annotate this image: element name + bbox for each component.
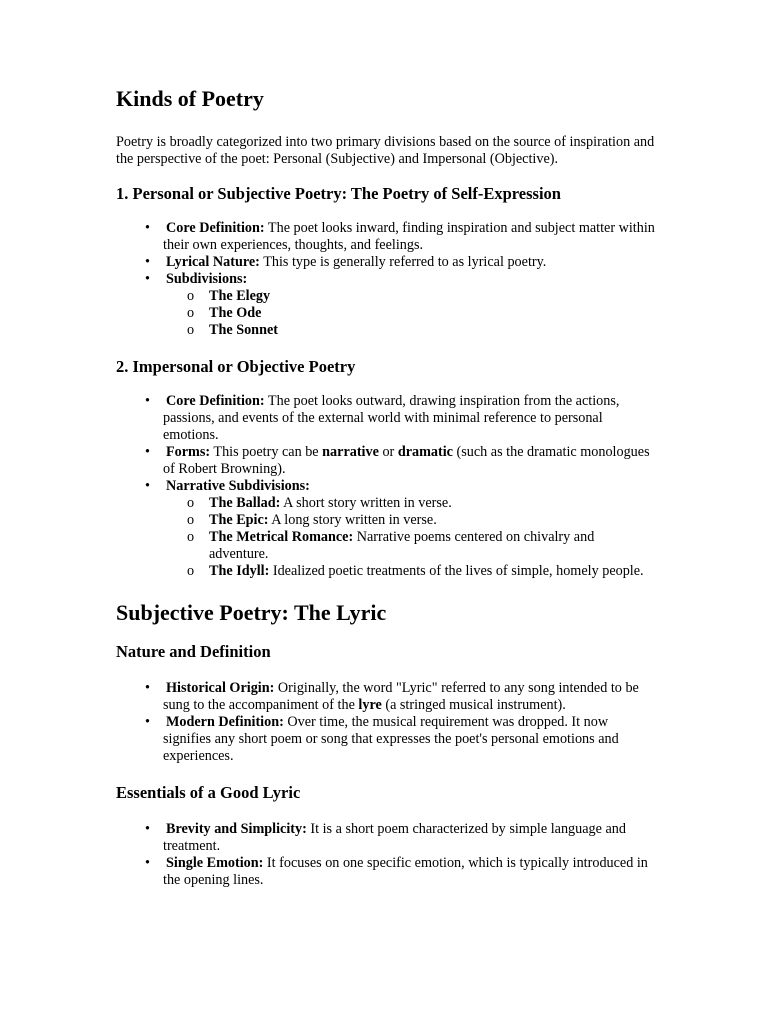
sublist-item: o The Idyll: Idealized poetic treatments of the lives of simple, homely people.: [163, 563, 656, 580]
sublist: [163, 495, 656, 580]
list-item: • Forms: This poetry can be narrative or dramatic (such as the dramatic monologues of Robert Browning).: [116, 444, 656, 478]
list-item: • Modern Definition: Over time, the musical requirement was dropped. It now signifies any short poem or song that expresses the poet's personal emotions and experiences.: [116, 714, 656, 765]
list-item: • Subdivisions: o The Elegy o The Ode o The Sonnet: [116, 271, 656, 339]
sublist-item: o The Epic: A long story written in verse.: [163, 512, 656, 529]
section-2-list: [116, 393, 656, 580]
sublist-item: o The Metrical Romance: Narrative poems centered on chivalry and adventure.: [163, 529, 656, 563]
list-item: • Brevity and Simplicity: It is a short poem characterized by simple language and treatment.: [116, 821, 656, 855]
sublist: [163, 288, 656, 339]
sublist-item: o The Sonnet: [163, 322, 656, 339]
list-item: • Lyrical Nature: This type is generally referred to as lyrical poetry.: [116, 254, 656, 271]
document-body: [116, 86, 656, 889]
sublist-item: o The Ballad: A short story written in verse.: [163, 495, 656, 512]
nature-list: [116, 680, 656, 765]
list-item: • Single Emotion: It focuses on one specific emotion, which is typically introduced in the opening lines.: [116, 855, 656, 889]
essentials-heading: Essentials of a Good Lyric: [116, 783, 301, 803]
list-item: • Core Definition: The poet looks outward, drawing inspiration from the actions, passions, and events of the external world with minimal reference to personal emotions.: [116, 393, 656, 444]
list-item: • Narrative Subdivisions: o The Ballad: A short story written in verse. o The Epic: A long story written in verse. o The Metrical Romance: Narrative poems centered on chivalry and adventure. o The Idyll: Idealized poetic treatments of the lives of simple, homely people.: [116, 478, 656, 580]
intro-paragraph: Poetry is broadly categorized into two primary divisions based on the source of inspiration and the perspective of the poet: Personal (Subjective) and Impersonal (Objective).: [116, 134, 655, 168]
nature-heading: Nature and Definition: [116, 642, 271, 662]
essentials-list: [116, 821, 656, 889]
list-item: • Core Definition: The poet looks inward, finding inspiration and subject matter within their own experiences, thoughts, and feelings.: [116, 220, 656, 254]
section-2-heading: 2. Impersonal or Objective Poetry: [116, 357, 356, 377]
section-1-heading: 1. Personal or Subjective Poetry: The Poetry of Self-Expression: [116, 184, 561, 204]
page-title: Kinds of Poetry: [116, 86, 264, 111]
section-1-list: [116, 220, 656, 339]
sublist-item: o The Ode: [163, 305, 656, 322]
list-item: • Historical Origin: Originally, the word "Lyric" referred to any song intended to be sung to the accompaniment of the lyre (a stringed musical instrument).: [116, 680, 656, 714]
sublist-item: o The Elegy: [163, 288, 656, 305]
lyric-title: Subjective Poetry: The Lyric: [116, 599, 387, 625]
